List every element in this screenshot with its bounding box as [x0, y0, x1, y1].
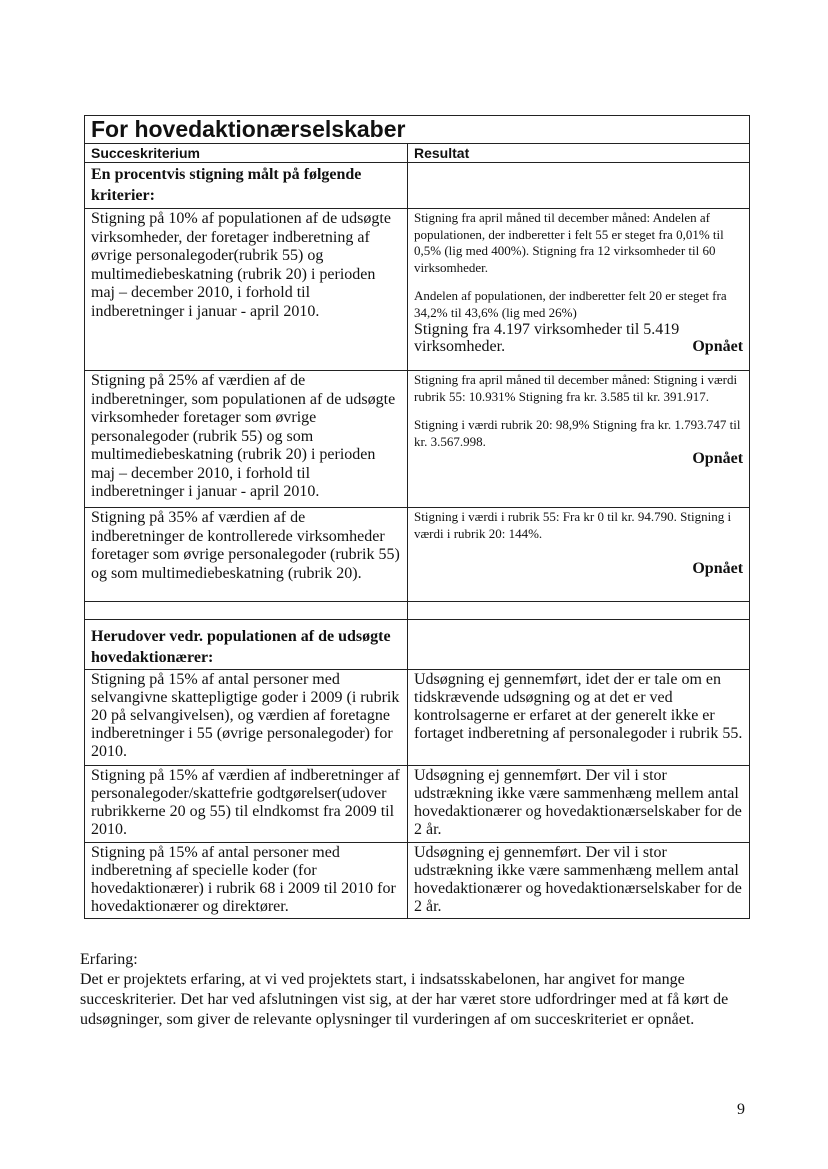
experience-section: [80, 950, 760, 1030]
criterion-cell: Stigning på 35% af værdien af de indberetninger de kontrollerede virksomheder foretager som øvrige personalegoder (rubrik 55) og som multimediebeskatning (rubrik 20).: [85, 508, 408, 602]
result-text: Stigning i værdi i rubrik 55: Fra kr 0 til kr. 94.790. Stigning i værdi i rubrik 20: 144%.: [414, 509, 732, 541]
header-result: Resultat: [408, 144, 750, 163]
result-text: Stigning i værdi rubrik 20: 98,9% Stigning fra kr. 1.793.747 til kr. 3.567.998.: [414, 417, 741, 449]
table-row: [85, 371, 750, 508]
status-badge: Opnået: [692, 560, 744, 577]
criterion-cell: Stigning på 15% af værdien af indberetninger af personalegoder/skattefrie godtgørelser(udover rubrikkerne 20 og 55) til elndkomst fra 2009 til 2010.: [85, 766, 408, 843]
table-row: [85, 508, 750, 602]
section1-label: En procentvis stigning målt på følgende kriterier:: [85, 163, 408, 209]
status-badge: Opnået: [692, 338, 744, 355]
result-cell: [408, 209, 750, 371]
criterion-cell: Stigning på 10% af populationen af de udsøgte virksomheder, der foretager indberetning af øvrige personalegoder(rubrik 55) og multimediebeskatning (rubrik 20) i perioden maj – december 2010, i forhold til indberetninger i januar - april 2010.: [85, 209, 408, 371]
result-text: Stigning fra april måned til december måned: Stigning i værdi rubrik 55: 10.931% Stigning fra kr. 3.585 til kr. 391.917.: [414, 372, 738, 404]
table-row: [85, 209, 750, 371]
criterion-cell: Stigning på 15% af antal personer med selvangivne skattepligtige goder i 2009 (i rubrik 20 på selvangivelsen), og værdien af foretagne indberetninger i 55 (øvrige personalegoder) for 2010.: [85, 670, 408, 766]
result-cell: Udsøgning ej gennemført. Der vil i stor udstrækning ikke være sammenhæng mellem antal hovedaktionærer og hovedaktionærselskaber for de 2 år.: [408, 766, 750, 843]
experience-heading: Erfaring:: [80, 951, 138, 968]
table-row: [85, 766, 750, 843]
table-title: For hovedaktionærselskaber: [85, 116, 750, 144]
experience-text: Det er projektets erfaring, at vi ved projektets start, i indsatsskabelonen, har angivet for mange succeskriterier. Det har ved afslutningen vist sig, at der har været store udfordringer med at få kørt de udsøgninger, som giver de relevante oplysninger til vurderingen af om succeskriteriet er opnået.: [80, 971, 729, 1028]
header-criterion: Succeskriterium: [85, 144, 408, 163]
criterion-cell: Stigning på 15% af antal personer med indberetning af specielle koder (for hovedaktionærer) i rubrik 68 i 2009 til 2010 for hovedaktionærer og direktører.: [85, 843, 408, 919]
result-cell: [408, 371, 750, 508]
result-cell: Udsøgning ej gennemført, idet der er tale om en tidskrævende udsøgning og at det er ved kontrolsagerne er erfaret at der generelt ikke er fortaget indberetning af personalegoder i rubrik 55.: [408, 670, 750, 766]
result-cell: Udsøgning ej gennemført. Der vil i stor udstrækning ikke være sammenhæng mellem antal hovedaktionærer og hovedaktionærselskaber for de 2 år.: [408, 843, 750, 919]
result-text: Andelen af populationen, der indberetter felt 20 er steget fra 34,2% til 43,6% (lig med 26%): [414, 288, 727, 320]
table-row: [85, 670, 750, 766]
page-number: 9: [737, 1101, 745, 1118]
success-criteria-table: [84, 115, 750, 919]
result-text: Stigning fra april måned til december måned: Andelen af populationen, der indberetter i felt 55 er steget fra 0,01% til 0,5% (lig med 400%). Stigning fra 12 virksomheder til 60 virksomheder.: [414, 210, 724, 275]
result-cell: [408, 508, 750, 602]
table-row: [85, 843, 750, 919]
criterion-cell: Stigning på 25% af værdien af de indberetninger, som populationen af de udsøgte virksomheder foretager som øvrige personalegoder (rubrik 55) og som multimediebeskatning (rubrik 20) i perioden maj – december 2010, i forhold til indberetninger i januar - april 2010.: [85, 371, 408, 508]
result-text: Stigning fra 4.197 virksomheder til 5.419 virksomheder.: [414, 321, 680, 355]
status-badge: Opnået: [692, 450, 744, 467]
section2-label: Herudover vedr. populationen af de udsøgte hovedaktionærer:: [85, 620, 408, 670]
